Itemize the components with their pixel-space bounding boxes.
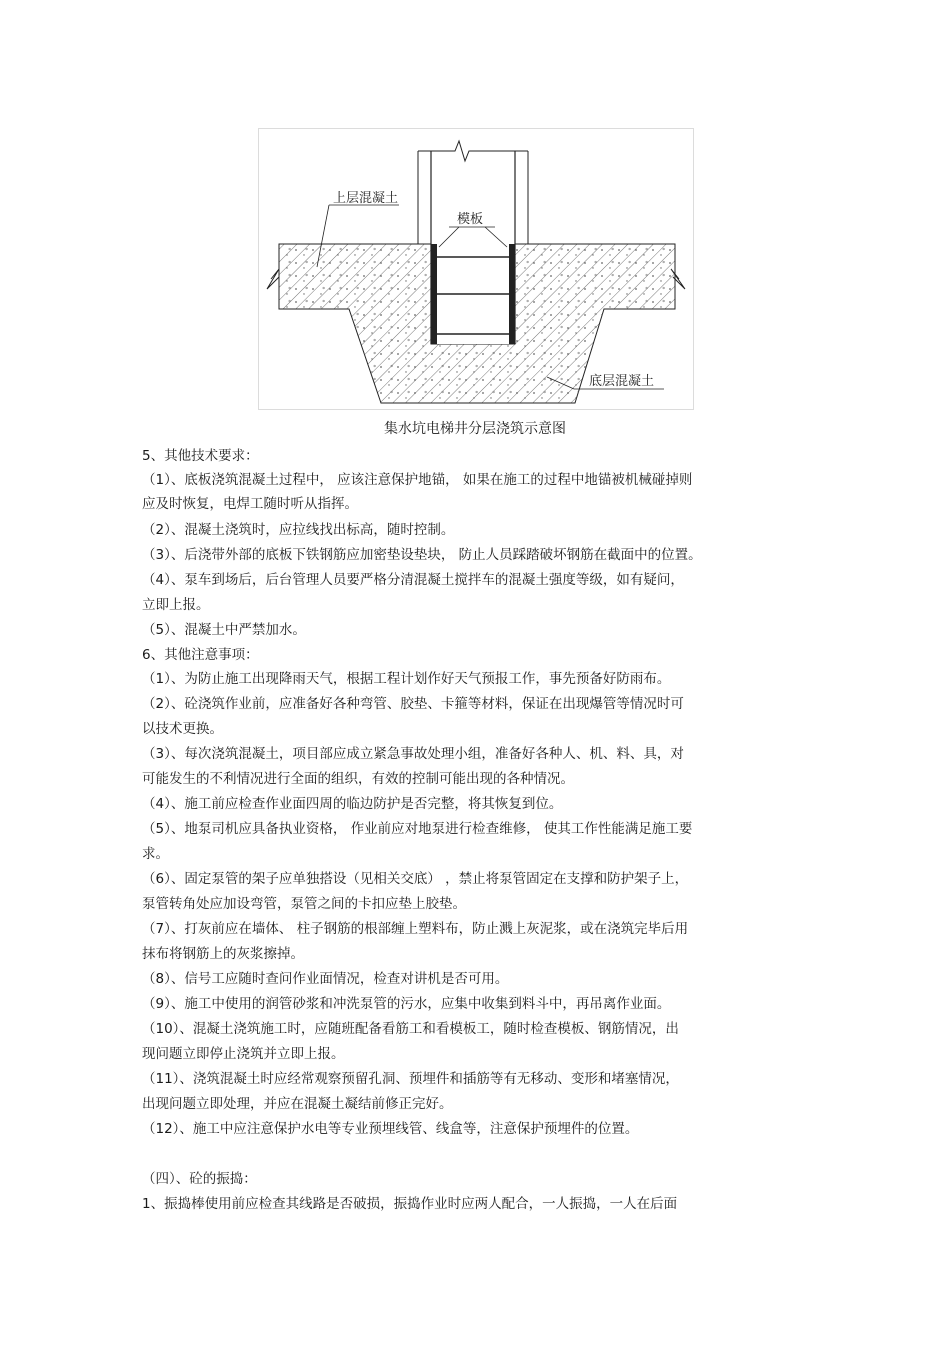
text-line: 应及时恢复，电焊工随时听从指挥。 [142,496,358,512]
text-line: 可能发生的不利情况进行全面的组织，有效的控制可能出现的各种情况。 [142,771,574,787]
lower-concrete-label: 底层混凝土 [589,374,655,389]
text-line: 1、振捣棒使用前应检查其线路是否破损，振捣作业时应两人配合，一人振捣，一人在后面 [142,1196,678,1212]
text-line: （2）、混凝土浇筑时，应拉线找出标高，随时控制。 [142,522,455,538]
text-line: （2）、砼浇筑作业前，应准备好各种弯管、胶垫、卡箍等材料，保证在出现爆管等情况时可 [142,696,684,712]
text-line: （5）、混凝土中严禁加水。 [142,622,306,638]
text-line: （9）、施工中使用的润管砂浆和冲洗泵管的污水，应集中收集到料斗中，再吊离作业面。 [142,996,671,1012]
text-line: 抹布将钢筋上的灰浆擦掉。 [142,946,304,962]
text-line: 立即上报。 [142,597,210,613]
text-line: （4）、施工前应检查作业面四周的临边防护是否完整，将其恢复到位。 [142,796,563,812]
text-line: （12）、施工中应注意保护水电等专业预埋线管、线盒等，注意保护预埋件的位置。 [142,1121,639,1137]
text-line: 5、其他技术要求： [142,448,259,464]
text-line: 6、其他注意事项： [142,647,259,663]
upper-concrete-label: 上层混凝土 [333,191,399,206]
text-line: 泵管转角处应加设弯管，泵管之间的卡扣应垫上胶垫。 [142,896,466,912]
text-line: （3）、每次浇筑混凝土，项目部应成立紧急事故处理小组，准备好各种人、机、料、具，对 [142,746,684,762]
text-line: （4）、泵车到场后，后台管理人员要严格分清混凝土搅拌车的混凝土强度等级，如有疑问， [142,572,684,588]
pit-diagram [258,128,694,410]
text-line: （1）、为防止施工出现降雨天气，根据工程计划作好天气预报工作，事先预备好防雨布。 [142,671,671,687]
text-line: 以技术更换。 [142,721,223,737]
pit-section-drawing [259,129,695,411]
text-line: （1）、底板浇筑混凝土过程中， 应该注意保护地锚， 如果在施工的过程中地锚被机械碰掉则 [142,472,693,488]
text-line: 求。 [142,846,169,862]
text-line: （11）、浇筑混凝土时应经常观察预留孔洞、预埋件和插筋等有无移动、变形和堵塞情况， [142,1071,679,1087]
text-line: （3）、后浇带外部的底板下铁钢筋应加密垫设垫块， 防止人员踩踏破坏钢筋在截面中的位置。 [142,547,702,563]
text-line: （8）、信号工应随时查问作业面情况，检查对讲机是否可用。 [142,971,509,987]
figure-caption: 集水坑电梯井分层浇筑示意图 [384,421,566,437]
text-line: 出现问题立即处理，并应在混凝土凝结前修正完好。 [142,1096,453,1112]
text-line: （7）、打灰前应在墙体、 柱子钢筋的根部缠上塑料布，防止溅上灰泥浆，或在浇筑完毕后用 [142,921,689,937]
formwork-label: 模板 [457,212,484,227]
text-line: 现问题立即停止浇筑并立即上报。 [142,1046,345,1062]
text-line: （6）、固定泵管的架子应单独搭设（见相关交底） ，禁止将泵管固定在支撑和防护架子上， [142,871,689,887]
text-line: （5）、地泵司机应具备执业资格， 作业前应对地泵进行检查维修， 使其工作性能满足施工要 [142,821,693,837]
text-line: （10）、混凝土浇筑施工时，应随班配备看筋工和看模板工，随时检查模板、钢筋情况，出 [142,1021,679,1037]
section-heading: （四）、砼的振捣： [142,1171,257,1187]
